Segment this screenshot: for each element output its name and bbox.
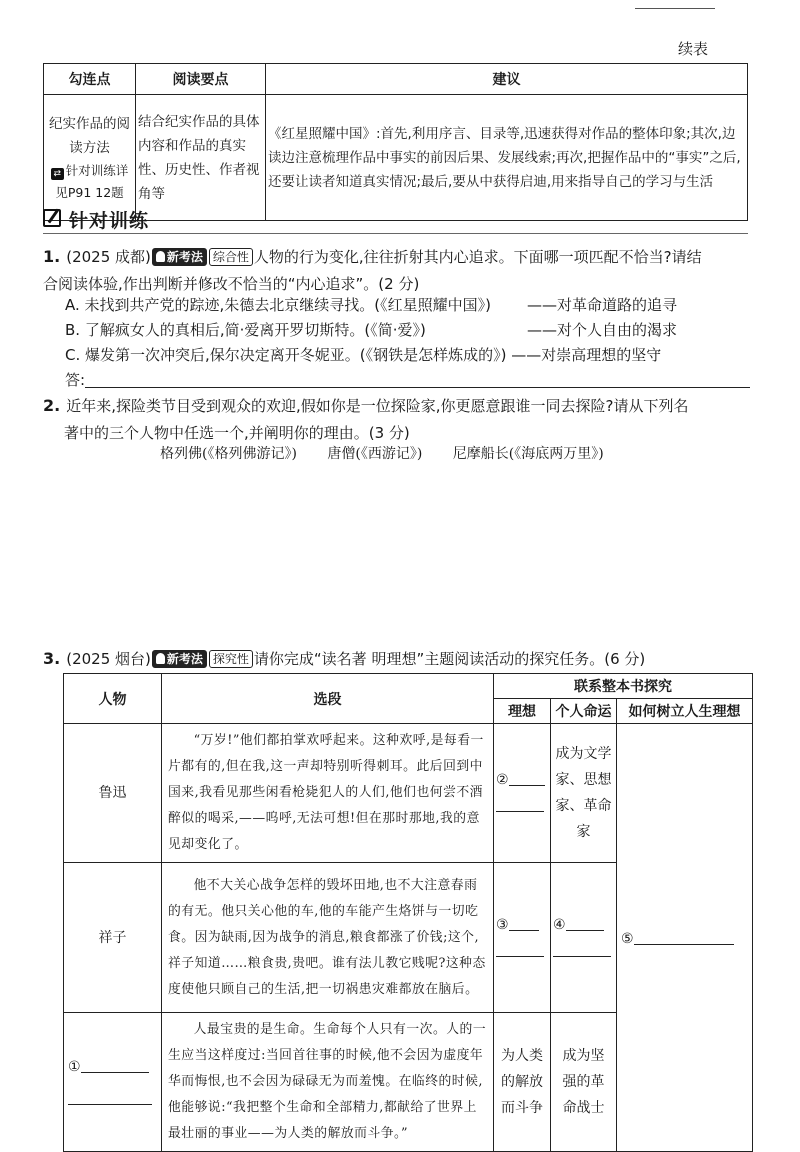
bulb-icon	[156, 251, 165, 262]
table1-training-ref[interactable]: 针对训练详见P91 12题	[55, 162, 129, 200]
blank-3-line2[interactable]	[496, 941, 544, 957]
q3-number: 3.	[43, 649, 61, 668]
table1-header-advice: 建议	[266, 64, 748, 95]
q3-header-how: 如何树立人生理想	[617, 699, 753, 724]
q3-row3-ideal: 为人类的解放而斗争	[494, 1013, 551, 1152]
q3-row1-fate: 成为文学家、思想家、革命家	[551, 724, 617, 863]
q3-row3-excerpt: 人最宝贵的是生命。生命每个人只有一次。人的一生应当这样度过:当回首往事的时候,他不会因为虚度年华而悔恨,也不会因为碌碌无为而羞愧。在临终的时候,他能够说:“我把整个生命和全部精力,都献给了世界上最壮丽的事业——为人类的解放而斗争。”	[162, 1013, 494, 1152]
table1-advice: 《红星照耀中国》:首先,利用序言、目录等,迅速获得对作品的整体印象;其次,边读边注意梳理作品中事实的前因后果、发展线索;再次,把握作品中的“事实”之后,还要让读者知道真实情况;最后,要从中获得启迪,用来指导自己的学习与生活	[266, 95, 748, 221]
q2-stem-line1: 近年来,探险类节目受到观众的欢迎,假如你是一位探险家,你更愿意跟谁一同去探险?请从下列名	[66, 397, 689, 415]
q2-character-3: 尼摩船长(《海底两万里》)	[452, 446, 604, 462]
ideal-inquiry-table	[63, 673, 753, 1152]
q3-header-group: 联系整本书探究	[494, 674, 753, 699]
q2-character-1: 格列佛(《格列佛游记》)	[160, 446, 297, 462]
q3-row2-excerpt: 他不大关心战争怎样的毁坏田地,也不大注意春雨的有无。他只关心他的车,他的车能产生烙饼与一切吃食。因为缺雨,因为战争的消息,粮食都涨了价钱;这个,祥子知道……粮食贵,贵吧。谁有法儿教它贱呢?这种态度使他只顾自己的生活,把一切祸患灾难都放在脑后。	[162, 863, 494, 1013]
table1-training-ref-wrap	[46, 160, 133, 204]
q3-row3-person[interactable]	[64, 1013, 162, 1152]
blank-marker-5: ⑤	[621, 930, 634, 947]
table1-header-reading: 阅读要点	[136, 64, 266, 95]
blank-4-line2[interactable]	[553, 941, 611, 957]
question-3	[43, 645, 758, 673]
q3-header-excerpt: 选段	[162, 674, 494, 724]
q3-row1-ideal[interactable]	[494, 724, 551, 863]
q3-row2-fate[interactable]	[551, 863, 617, 1013]
q3-row3-fate: 成为坚强的革命战士	[551, 1013, 617, 1152]
q1-stem-line2: 合阅读体验,作出判断并修改不恰当的“内心追求”。(2 分)	[43, 275, 420, 293]
link-icon: ⇄	[51, 168, 64, 180]
blank-2-line2[interactable]	[496, 796, 544, 812]
q3-stem: 请你完成“读名著 明理想”主题阅读活动的探究任务。(6 分)	[253, 650, 646, 668]
blank-1-line2[interactable]	[68, 1089, 152, 1105]
q1-option-c: C. 爆发第一次冲突后,保尔决定离开冬妮亚。(《钢铁是怎样炼成的》) ——对崇高理想的坚守	[65, 346, 662, 364]
q1-option-c-aim: ——对崇高理想的坚守	[511, 346, 662, 364]
q2-number: 2.	[43, 396, 61, 415]
q1-option-b: B. 了解疯女人的真相后,简·爱离开罗切斯特。(《简·爱》) ——对个人自由的渴求	[65, 318, 426, 342]
q2-character-list	[160, 443, 630, 463]
q3-header-fate: 个人命运	[551, 699, 617, 724]
q3-tag-type: 探究性	[209, 650, 253, 668]
q2-stem-line2: 著中的三个人物中任选一个,并阐明你的理由。(3 分)	[64, 424, 410, 442]
q3-row1-excerpt: “万岁!”他们都拍掌欢呼起来。这种欢呼,是每看一片都有的,但在我,这一声却特别听得刺耳。此后回到中国来,我看见那些闲看枪毙犯人的人们,他们也何尝不酒醉似的喝采,——呜呼,无法可想!但在那时那地,我的意见却变化了。	[162, 724, 494, 863]
q1-option-a-aim: ——对革命道路的追寻	[527, 296, 678, 314]
q3-tag-new-method: 新考法	[152, 650, 207, 668]
q3-row2-person: 祥子	[64, 863, 162, 1013]
q1-number: 1.	[43, 247, 61, 266]
q1-option-b-aim: ——对个人自由的渴求	[527, 321, 678, 339]
q1-option-a: A. 未找到共产党的踪迹,朱德去北京继续寻找。(《红星照耀中国》) ——对革命道路的追寻	[65, 293, 491, 317]
q2-character-2: 唐僧(《西游记》)	[327, 446, 423, 462]
q1-source: (2025 成都)	[66, 248, 151, 266]
continued-label: 续表	[677, 40, 708, 58]
q1-stem-line1: 人物的行为变化,往往折射其内心追求。下面哪一项匹配不恰当?请结	[253, 248, 702, 266]
blank-1-line1[interactable]	[81, 1057, 149, 1073]
q1-answer	[65, 368, 750, 392]
pencil-icon	[43, 209, 61, 227]
question-1	[43, 243, 758, 298]
table1-point-cell	[44, 95, 136, 221]
table1-reading: 结合纪实作品的具体内容和作品的真实性、历史性、作者视角等	[136, 95, 266, 221]
blank-marker-1: ①	[68, 1059, 81, 1075]
question-2	[43, 392, 758, 447]
q3-how-cell[interactable]	[617, 724, 753, 1152]
q3-source: (2025 烟台)	[66, 650, 151, 668]
blank-marker-2: ②	[496, 772, 509, 788]
table-row	[64, 724, 753, 863]
blank-2-line1[interactable]	[509, 770, 545, 786]
blank-3-line1[interactable]	[509, 915, 539, 931]
q1-answer-label: 答:	[65, 371, 86, 389]
q1-tag-type: 综合性	[209, 248, 253, 266]
table1-point: 纪实作品的阅读方法	[49, 115, 130, 156]
blank-4-line1[interactable]	[566, 915, 604, 931]
q3-row1-person: 鲁迅	[64, 724, 162, 863]
bulb-icon	[156, 653, 165, 664]
blank-5-line[interactable]	[634, 929, 734, 945]
q3-header-person: 人物	[64, 674, 162, 724]
section-title: 针对训练	[69, 210, 150, 232]
q1-tag-new-method: 新考法	[152, 248, 207, 266]
q1-answer-line[interactable]	[85, 370, 750, 388]
q2-answer-area[interactable]	[43, 470, 748, 640]
blank-marker-4: ④	[553, 916, 566, 933]
section-header	[43, 204, 748, 234]
blank-marker-3: ③	[496, 916, 509, 933]
reading-method-table	[43, 63, 748, 221]
table1-header-point: 勾连点	[44, 64, 136, 95]
top-rule	[635, 8, 715, 9]
q3-header-ideal: 理想	[494, 699, 551, 724]
q3-row2-ideal[interactable]	[494, 863, 551, 1013]
